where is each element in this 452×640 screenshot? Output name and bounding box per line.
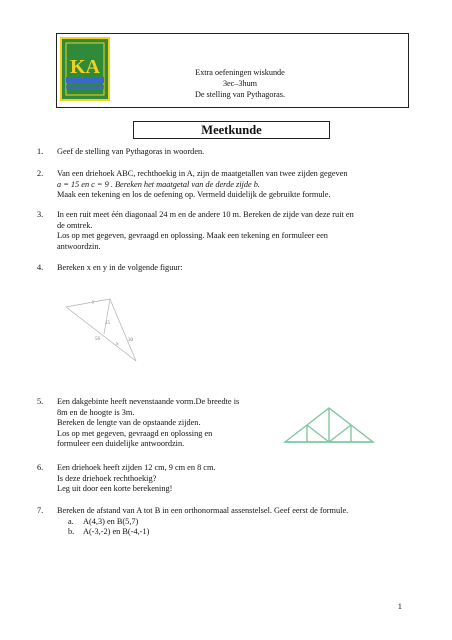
question-line: In een ruit meet één diagonaal 24 m en de andere 10 m. Bereken de zijde van deze ruit en [57, 210, 354, 219]
question-line: Bereken de lengte van de opstaande zijden. [57, 418, 201, 428]
question-line: Een driehoek heeft zijden 12 cm, 9 cm en 8 cm. [57, 463, 216, 472]
question-line-formula: a = 15 en c = 9 . Bereken het maatgetal van de derde zijde b. [57, 179, 260, 189]
question-line: Geef de stelling van Pythagoras in woorden. [57, 147, 205, 156]
question-line: de omtrek. [57, 220, 93, 230]
question-line: formuleer een duidelijke antwoordzin. [57, 439, 185, 449]
label-y: y [92, 300, 95, 305]
header-text [120, 67, 360, 100]
subitem-label: a. [68, 516, 74, 526]
question-3 [37, 210, 354, 252]
subitem-b [57, 527, 348, 538]
subitem-text: A(4,3) en B(5,7) [83, 516, 139, 526]
svg-text:KA: KA [70, 56, 100, 78]
question-number: 7. [37, 506, 44, 515]
question-4 [37, 263, 183, 274]
question-line: Bereken x en y in de volgende figuur: [57, 263, 183, 272]
label-56: 56 [95, 337, 100, 342]
question-line: Bereken de afstand van A tot B in een orthonormaal assenstelsel. Geef eerst de formule. [57, 506, 349, 515]
header-topic: De stelling van Pythagoras. [194, 90, 286, 99]
question-5 [37, 397, 240, 450]
question-7 [37, 506, 349, 538]
subitem-a [57, 517, 348, 528]
subitem-text: A(-3,-2) en B(-4,-1) [83, 527, 150, 537]
school-logo [60, 37, 110, 101]
question-line: Leg uit door een korte berekening! [57, 484, 173, 494]
question-number: 1. [37, 147, 44, 156]
question-line: antwoordzin. [57, 241, 101, 251]
label-30: 30 [128, 338, 133, 343]
page-number: 1 [397, 601, 402, 611]
question-number: 3. [37, 210, 44, 219]
subitem-label: b. [68, 527, 75, 537]
header-classes: 3ec–3hum [222, 79, 258, 88]
question-line: Een dakgebinte heeft nevenstaande vorm.De breedte is [57, 397, 240, 406]
question-number: 4. [37, 263, 44, 272]
roof-truss-figure [283, 404, 375, 448]
question-number: 5. [37, 397, 44, 406]
question-2 [37, 169, 348, 201]
logo-graphic [62, 39, 108, 99]
question-line: Van een driehoek ABC, rechthoekig in A, zijn de maatgetallen van twee zijden gegeven [57, 169, 348, 178]
header-course: Extra oefeningen wiskunde [195, 68, 285, 77]
triangle-figure [64, 295, 164, 367]
question-number: 2. [37, 169, 44, 178]
question-1 [37, 147, 205, 158]
label-x: x [116, 342, 119, 347]
question-line: Maak een tekening en los de oefening op. Vermeld duidelijk de gebruikte formule. [57, 190, 331, 200]
question-line: Los op met gegeven, gevraagd en oplossing en [57, 428, 213, 438]
question-6 [37, 463, 216, 495]
section-title: Meetkunde [133, 121, 330, 139]
question-line: Los op met gegeven, gevraagd en oplossing. Maak een tekening en formuleer een [57, 231, 328, 241]
question-line: 8m en de hoogte is 3m. [57, 407, 135, 417]
question-number: 6. [37, 463, 44, 472]
label-15: 15 [105, 321, 110, 326]
question-line: Is deze driehoek rechthoekig? [57, 473, 157, 483]
